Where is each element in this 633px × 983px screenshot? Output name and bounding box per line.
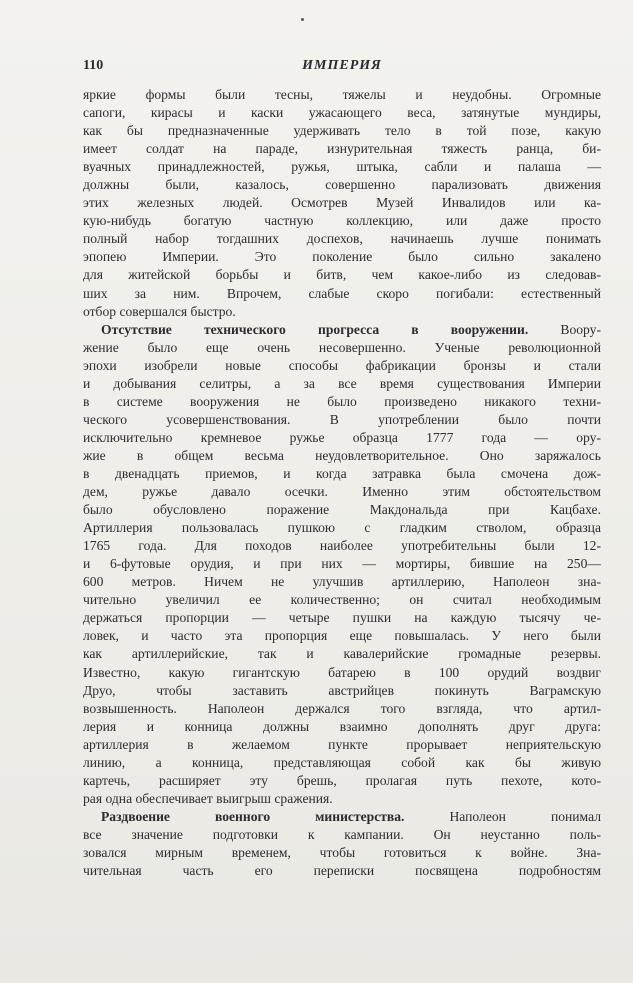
text-line: эпопею Империи. Это поколение было сильно закалено: [83, 249, 601, 265]
text-line: для житейской борьбы и битв, чем какое-либо из следовав-: [83, 267, 601, 283]
text-line: имеет солдат на параде, изнурительная тяжесть ранца, би-: [83, 141, 601, 157]
body-text: [83, 86, 601, 880]
text-line: лерия и конница должны взаимно дополнять друг друга:: [83, 718, 601, 734]
section-heading: Раздвоение военного министерства.: [101, 808, 405, 824]
text-line: этих железных людей. Осмотрев Музей Инвалидов или ка-: [83, 195, 601, 211]
text-line: жие в общем весьма неудовлетворительное. Оно заряжалось: [83, 447, 601, 463]
paragraph-2: [83, 321, 601, 808]
text-line: как бы предназначенные удерживать тело в той позе, какую: [83, 123, 601, 139]
text-line: чительная часть его переписки посвящена подробностям: [83, 863, 601, 879]
running-title: ИМПЕРИЯ: [302, 58, 382, 73]
text-line: все значение подготовки к кампании. Он неустанно поль-: [83, 826, 601, 842]
text-line: жение было еще очень несовершенно. Ученые революционной: [83, 339, 601, 355]
text-line: как артиллерийские, так и кавалерийские громадные резервы.: [83, 646, 601, 662]
text-line: дем, ружье давало осечки. Именно этим обстоятельством: [83, 484, 601, 500]
text-line: рая одна обеспечивает выигрыш сражения.: [83, 790, 333, 806]
text-line: 600 метров. Ничем не улучшив артиллерию, Наполеон зна-: [83, 574, 601, 590]
section-heading: Отсутствие технического прогресса в вооружении.: [101, 321, 529, 337]
text-line: артиллерия в желаемом пункте прорывает неприятельскую: [83, 736, 601, 752]
text-line: в системе вооружения не было произведено никакого техни-: [83, 393, 601, 409]
text-line: 1765 года. Для походов наиболее употребительны были 12-: [83, 538, 601, 554]
text-line: полный набор тогдашних доспехов, начинаешь лучше понимать: [83, 231, 601, 247]
text-line: и добывания селитры, а за все время существования Империи: [83, 375, 601, 391]
page-header: [83, 58, 601, 78]
paragraph-1: [83, 86, 601, 321]
first-line-rest: Воору-: [560, 321, 601, 337]
text-line: картечь, расширяет эту брешь, пролагая путь пехоте, кото-: [83, 772, 601, 788]
text-line: ших за ним. Впрочем, слабые скоро погибали: естественный: [83, 285, 601, 301]
paragraph-first-line: [83, 808, 601, 826]
page-number: 110: [83, 58, 104, 73]
first-line-rest: Наполеон понимал: [449, 808, 602, 824]
text-line: эпохи изобрели новые способы фабрикации бронзы и стали: [83, 357, 601, 373]
text-line: исключительно кремневое ружье образца 1777 года — ору-: [83, 429, 601, 445]
text-line: линию, а конница, представляющая собой как бы живую: [83, 754, 601, 770]
text-line: сапоги, кирасы и каски ужасающего веса, затянутые мундиры,: [83, 105, 601, 121]
text-line: возвышенность. Наполеон держался того взгляда, что артил-: [83, 700, 601, 716]
text-line: Известно, какую гигантскую батарею в 100 орудий воздвиг: [83, 664, 601, 680]
paragraph-3: [83, 808, 601, 880]
text-line: яркие формы были тесны, тяжелы и неудобны. Огромные: [83, 87, 601, 102]
text-line: чительно увеличил ее количественно; он считал необходимым: [83, 592, 601, 608]
text-line: держаться пропорции — четыре пушки на каждую тысячу че-: [83, 610, 601, 626]
text-line: вуачных принадлежностей, ружья, штыка, сабли и палаша —: [83, 159, 601, 175]
print-speck: [301, 18, 304, 21]
text-line: и 6-футовые орудия, и при них — мортиры, бившие на 250—: [83, 556, 601, 572]
text-line: в двенадцать приемов, и когда затравка была смочена дож-: [83, 465, 601, 481]
text-line: зовался мирным временем, чтобы готовиться к войне. Зна-: [83, 844, 601, 860]
text-line: отбор совершался быстро.: [83, 303, 236, 319]
text-line: ческого усовершенствования. В употреблении было почти: [83, 411, 601, 427]
text-line: ловек, и часто эта пропорция еще повышалась. У него были: [83, 628, 601, 644]
text-line: было обусловлено поражение Макдональда при Кацбахе.: [83, 502, 601, 518]
paragraph-first-line: [83, 321, 601, 339]
text-line: Друо, чтобы заставить австрийцев покинуть Ваграмскую: [83, 682, 601, 698]
text-line: должны были, казалось, совершенно парализовать движения: [83, 177, 601, 193]
text-line: кую-нибудь богатую частную коллекцию, или даже просто: [83, 213, 601, 229]
text-line: Артиллерия пользовалась пушкою с гладким стволом, образца: [83, 520, 601, 536]
